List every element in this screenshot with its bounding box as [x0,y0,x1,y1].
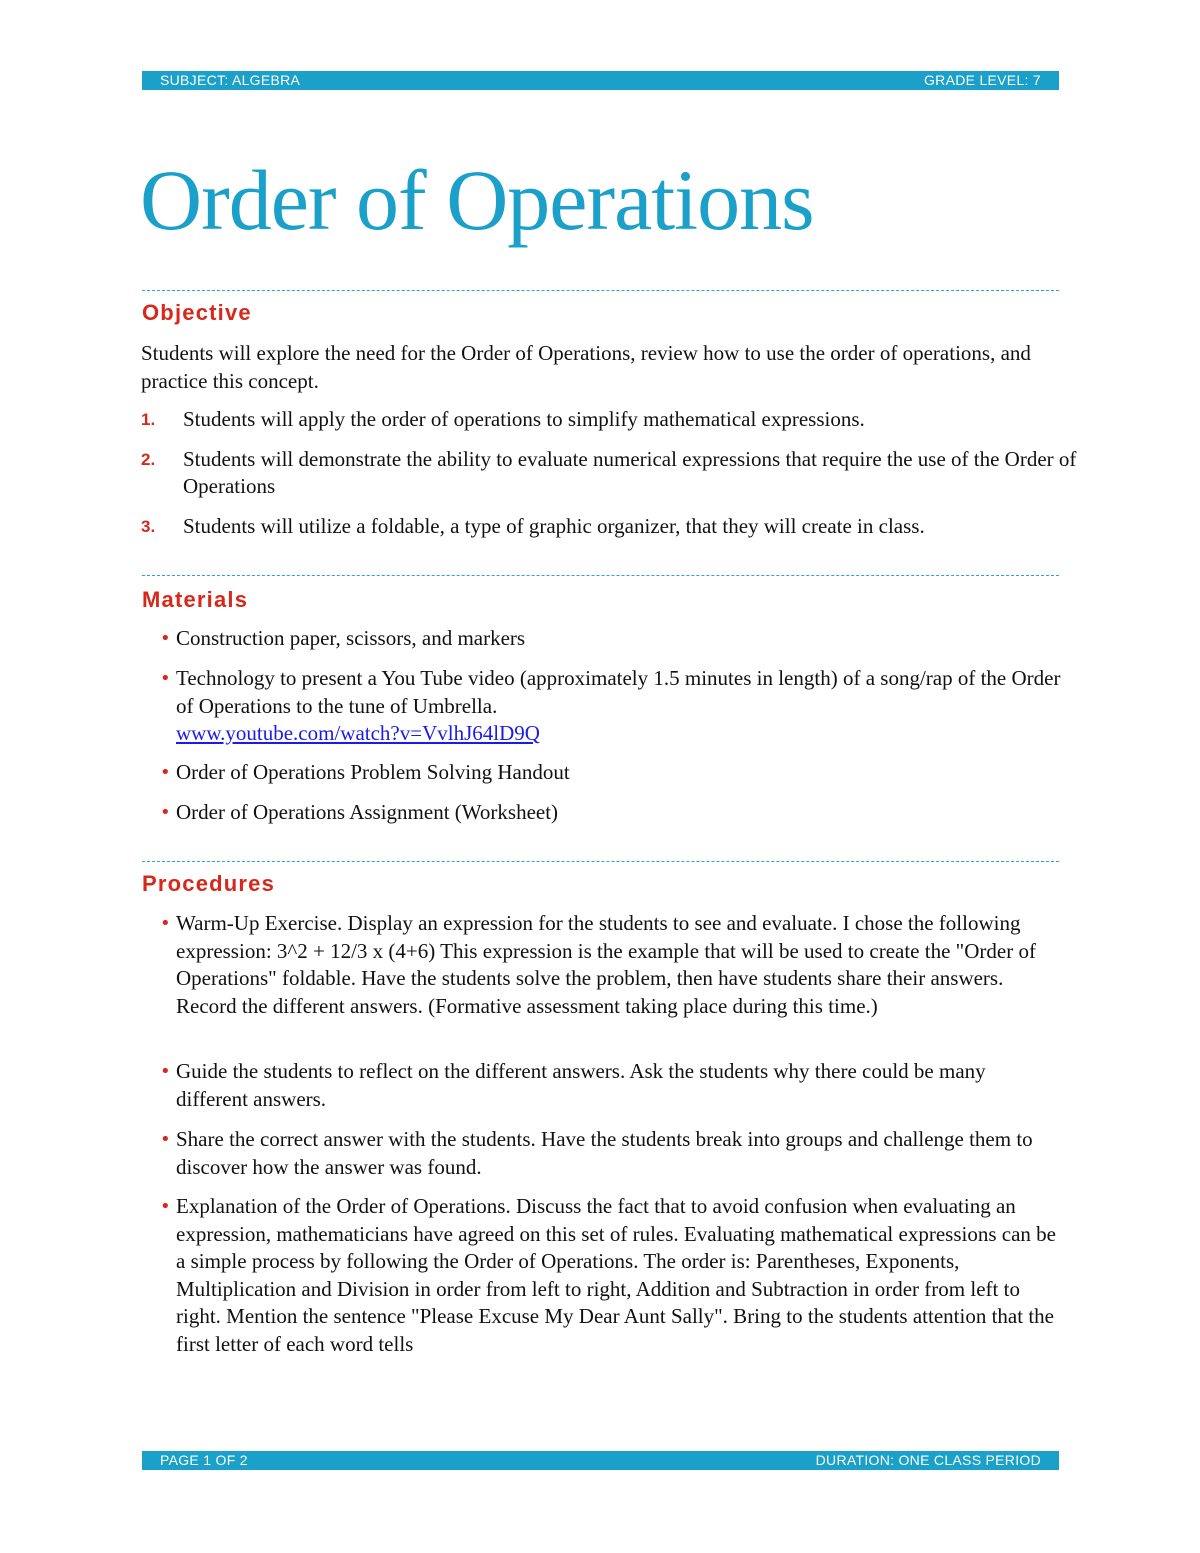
objective-heading: Objective [142,300,252,325]
materials-heading: Materials [142,587,249,612]
bullet-icon: • [160,1061,171,1082]
list-item [160,1126,1061,1181]
list-item [160,1058,1061,1113]
list-item [141,513,1098,540]
page-title: Order of Operations [140,152,814,248]
list-item-text: Students will demonstrate the ability to evaluate numerical expressions that require the use of the Order of Operations [183,447,1077,498]
bullet-icon: • [160,628,171,649]
list-item-text: Order of Operations Problem Solving Handout [176,760,570,784]
list-item [160,799,1061,827]
list-item [160,910,1061,1020]
list-item-text: Students will apply the order of operations to simplify mathematical expressions. [183,407,865,431]
section-divider [142,575,1059,576]
bullet-icon: • [160,1196,171,1217]
list-item [160,1193,1061,1358]
procedures-heading: Procedures [142,871,276,896]
list-item [160,625,1061,653]
list-item-text: Order of Operations Assignment (Worksheet) [176,800,559,824]
grade-level-label: GRADE LEVEL: 7 [923,72,1041,88]
list-item [141,446,1098,500]
list-item-text: Explanation of the Order of Operations. Discuss the fact that to avoid confusion when evaluating an expression, mathematicians have agreed on this set of rules. Evaluating mathematical expressions can be a simple process by following the Order of Operations. The order is: Parentheses, Exponents, Multiplication and Division in order from left to right, Addition and Subtraction in order from left to right. Mention the sentence "Please Excuse My Dear Aunt Sally". Bring to the students attention that the first letter of each word tells [176,1194,1056,1356]
bullet-icon: • [160,668,171,689]
bullet-icon: • [160,762,171,783]
list-item [160,759,1061,787]
list-number: 1. [141,410,156,429]
list-item-text: Share the correct answer with the students. Have the students break into groups and challenge them to discover how the answer was found. [176,1127,1033,1179]
subject-label: SUBJECT: ALGEBRA [160,72,301,88]
duration-label: DURATION: ONE CLASS PERIOD [815,1452,1041,1468]
list-item-text: Technology to present a You Tube video (approximately 1.5 minutes in length) of a song/rap of the Order of Operations to the tune of Umbrella. [176,666,1061,718]
bullet-icon: • [160,913,171,934]
list-number: 2. [141,450,156,469]
youtube-link[interactable]: www.youtube.com/watch?v=VvlhJ64lD9Q [176,721,540,745]
list-item [141,406,1098,433]
section-divider [142,861,1059,862]
bullet-icon: • [160,802,171,823]
page-number-label: PAGE 1 OF 2 [160,1452,248,1468]
header-bar [142,71,1059,90]
list-item [160,665,1061,748]
bullet-icon: • [160,1129,171,1150]
footer-bar [142,1451,1059,1470]
list-number: 3. [141,517,156,536]
list-item-text: Construction paper, scissors, and markers [176,626,526,650]
list-item-text: Guide the students to reflect on the different answers. Ask the students why there could be many different answers. [176,1059,986,1111]
section-divider [142,290,1059,291]
list-item-text: Warm-Up Exercise. Display an expression for the students to see and evaluate. I chose the following expression: 3^2 + 12/3 x (4+6) This expression is the example that will be used to create the "Order of Operations" foldable. Have the students solve the problem, then have students share their answers. Record the different answers. (Formative assessment taking place during this time.) [176,911,1036,1018]
objective-intro: Students will explore the need for the Order of Operations, review how to use the order of operations, and practice this concept. [141,341,1031,393]
list-item-text: Students will utilize a foldable, a type of graphic organizer, that they will create in class. [183,514,925,538]
